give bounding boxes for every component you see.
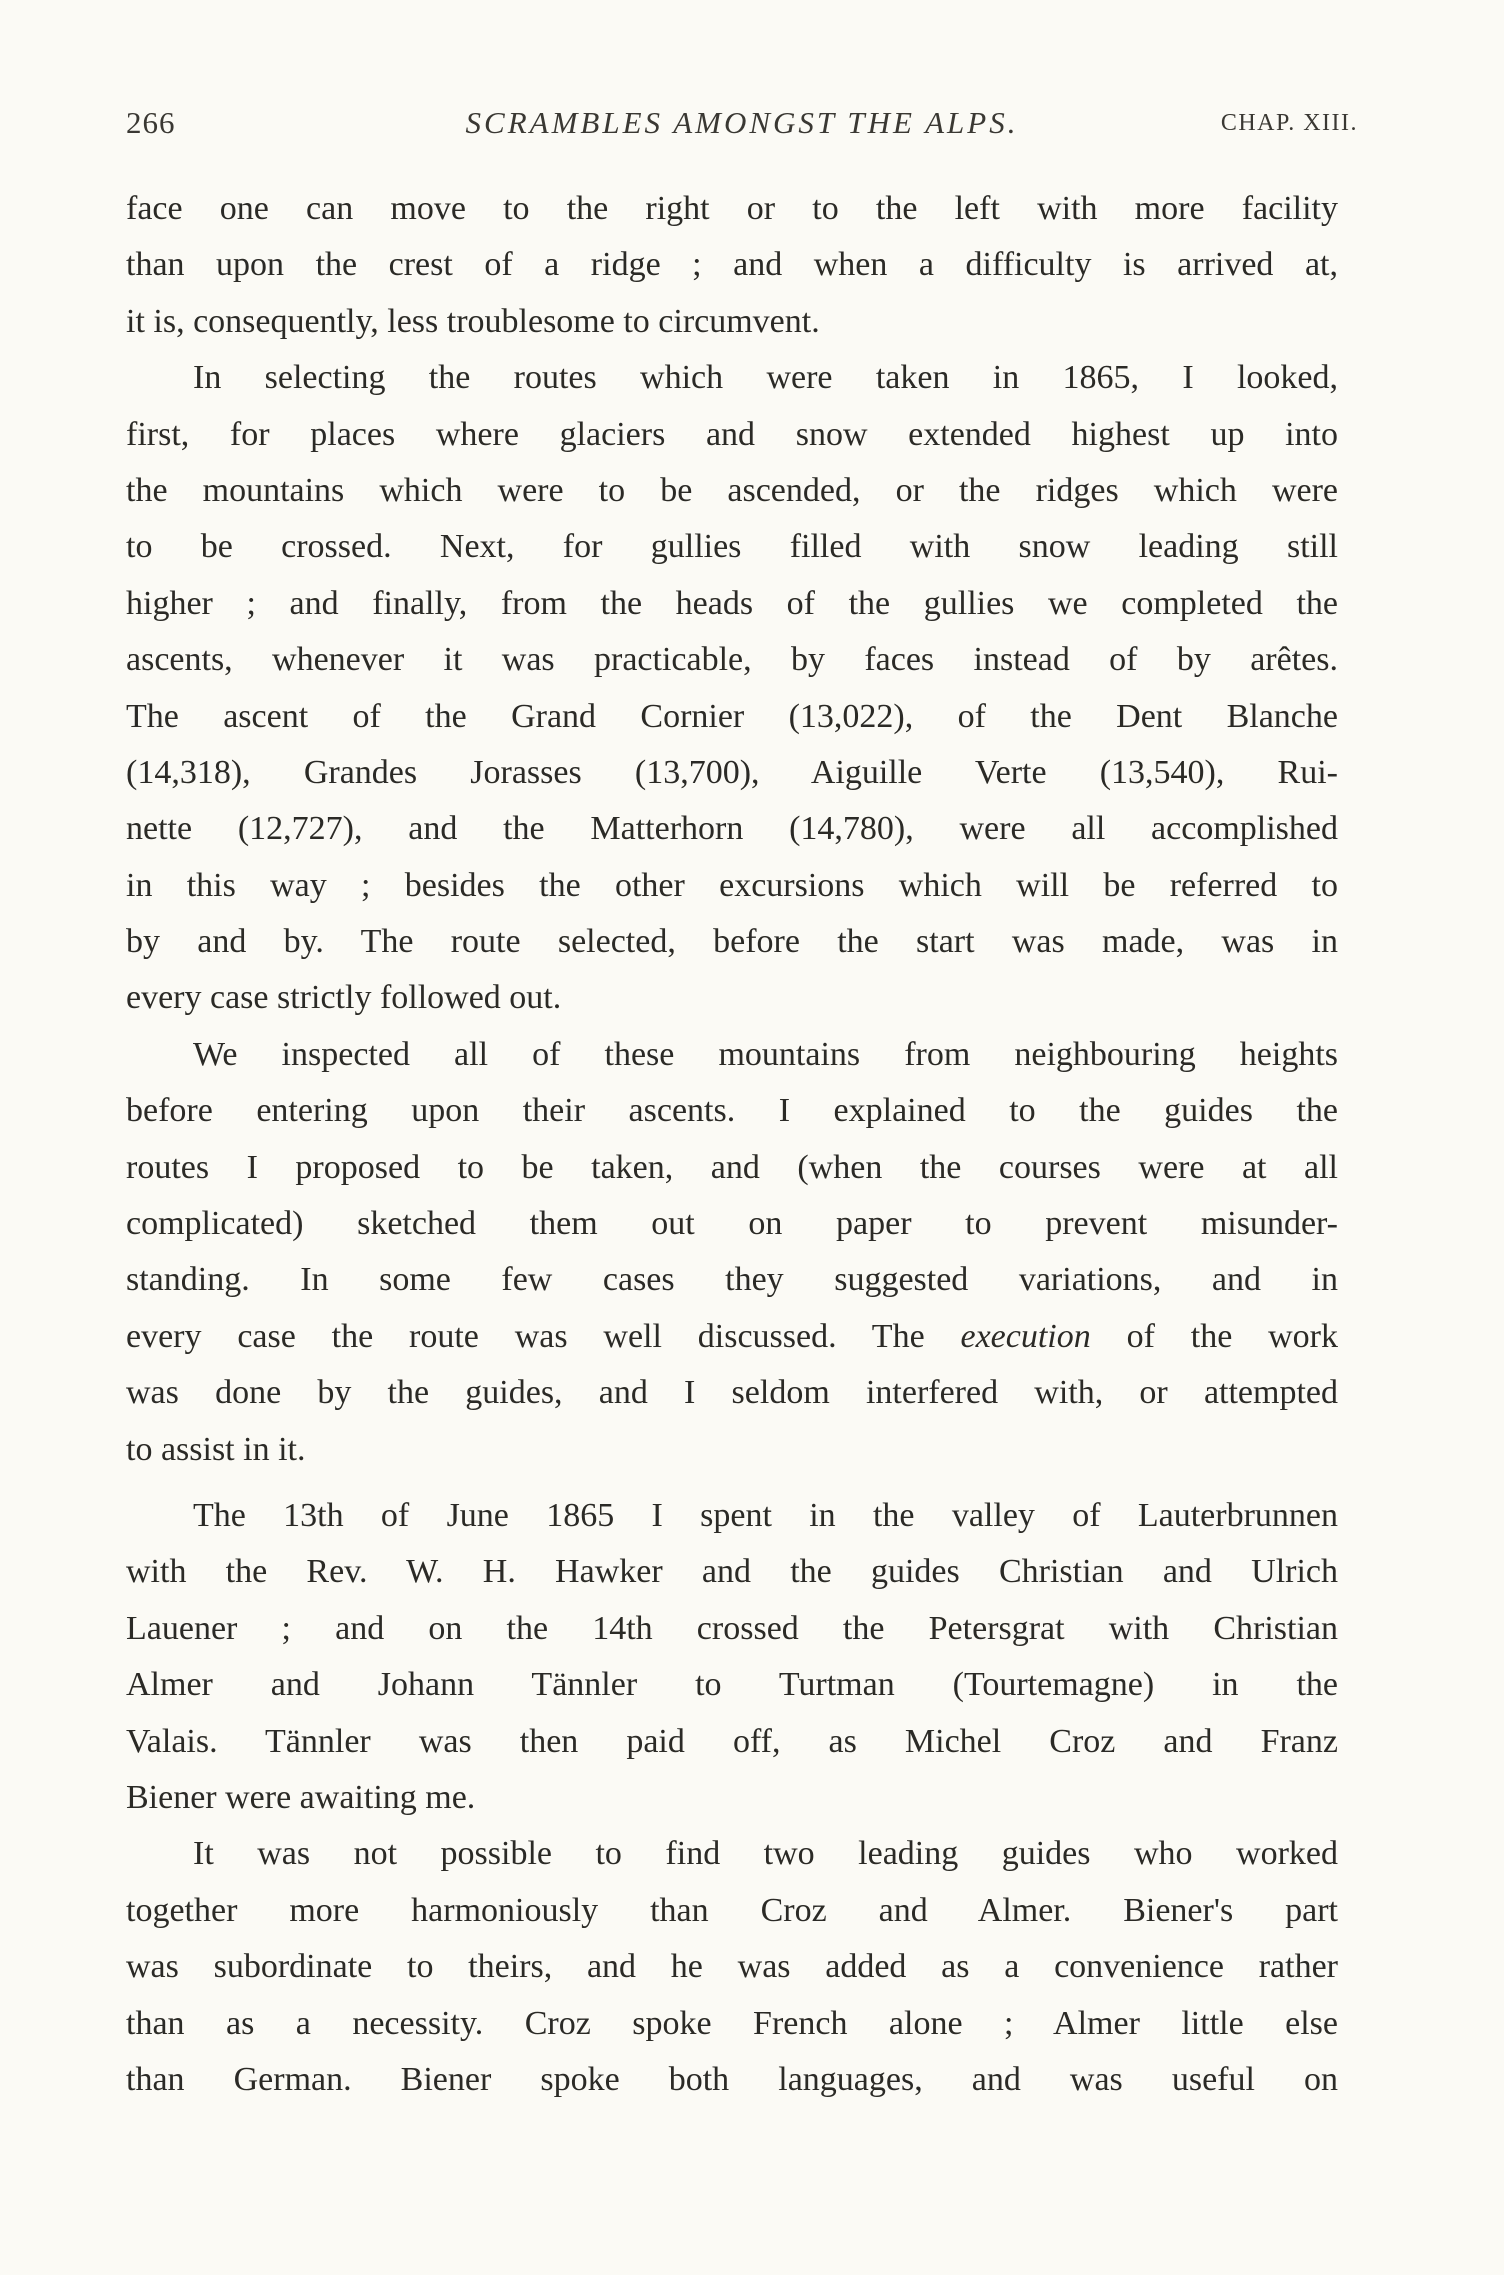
line-head: every case the route was well discussed. The xyxy=(126,1317,925,1355)
text-line: complicated) sketched them out on paper to prevent misunder- xyxy=(126,1205,1338,1243)
text-line: with the Rev. W. H. Hawker and the guides Christian and Ulrich xyxy=(126,1553,1338,1591)
text-line: face one can move to the right or to the left with more facility xyxy=(126,190,1338,227)
text-line: routes I proposed to be taken, and (when the courses were at all xyxy=(126,1148,1338,1186)
text-line-with-italic xyxy=(126,1309,1338,1365)
body-text xyxy=(126,181,1338,2108)
paragraph-first-line: The 13th of June 1865 I spent in the valley of Lauterbrunnen xyxy=(193,1496,1338,1534)
text-line: Lauener ; and on the 14th crossed the Petersgrat with Christian xyxy=(126,1609,1338,1647)
page-number: 266 xyxy=(126,105,176,140)
text-line: Valais. Tännler was then paid off, as Michel Croz and Franz xyxy=(126,1722,1338,1760)
text-line: than upon the crest of a ridge ; and when a difficulty is arrived at, xyxy=(126,246,1338,284)
line-tail: of the work xyxy=(1126,1317,1338,1355)
italic-word: execution xyxy=(960,1317,1091,1355)
text-line: in this way ; besides the other excursions which will be referred to xyxy=(126,866,1338,904)
text-line: nette (12,727), and the Matterhorn (14,780), were all accomplished xyxy=(126,810,1338,848)
text-line: ascents, whenever it was practicable, by faces instead of by arêtes. xyxy=(126,641,1338,679)
text-line: to be crossed. Next, for gullies filled with snow leading still xyxy=(126,528,1338,566)
text-line: first, for places where glaciers and snow extended highest up into xyxy=(126,415,1338,453)
running-title: SCRAMBLES AMONGST THE ALPS. xyxy=(465,105,1019,140)
running-head xyxy=(126,98,1358,148)
paragraph-first-line: In selecting the routes which were taken in 1865, I looked, xyxy=(193,359,1338,397)
text-line: higher ; and finally, from the heads of the gullies we completed the xyxy=(126,584,1338,622)
paragraph-gap xyxy=(126,1478,1338,1488)
text-line: Almer and Johann Tännler to Turtman (Tourtemagne) in the xyxy=(126,1666,1338,1704)
text-line: than as a necessity. Croz spoke French alone ; Almer little else xyxy=(126,2004,1338,2042)
paragraph-first-line: We inspected all of these mountains from neighbouring heights xyxy=(193,1035,1338,1073)
text-line: the mountains which were to be ascended, or the ridges which were xyxy=(126,471,1338,509)
text-line: before entering upon their ascents. I explained to the guides the xyxy=(126,1092,1338,1130)
text-line: standing. In some few cases they suggested variations, and in xyxy=(126,1261,1338,1299)
text-line: was done by the guides, and I seldom interfered with, or attempted xyxy=(126,1374,1338,1412)
text-line: Biener were awaiting me. xyxy=(126,1778,476,1816)
paragraph-first-line: It was not possible to find two leading guides who worked xyxy=(193,1835,1338,1873)
text-line: was subordinate to theirs, and he was added as a convenience rather xyxy=(126,1948,1338,1986)
text-line: than German. Biener spoke both languages, and was useful on xyxy=(126,2060,1338,2098)
chapter-label: CHAP. XIII. xyxy=(1220,110,1358,136)
text-line: The ascent of the Grand Cornier (13,022), of the Dent Blanche xyxy=(126,697,1338,735)
text-line: every case strictly followed out. xyxy=(126,979,562,1017)
text-line: by and by. The route selected, before the start was made, was in xyxy=(126,923,1338,961)
text-line: together more harmoniously than Croz and Almer. Biener's part xyxy=(126,1891,1338,1929)
text-line: to assist in it. xyxy=(126,1430,306,1468)
text-line: it is, consequently, less troublesome to circumvent. xyxy=(126,302,820,340)
text-line: (14,318), Grandes Jorasses (13,700), Aiguille Verte (13,540), Rui- xyxy=(126,753,1338,791)
